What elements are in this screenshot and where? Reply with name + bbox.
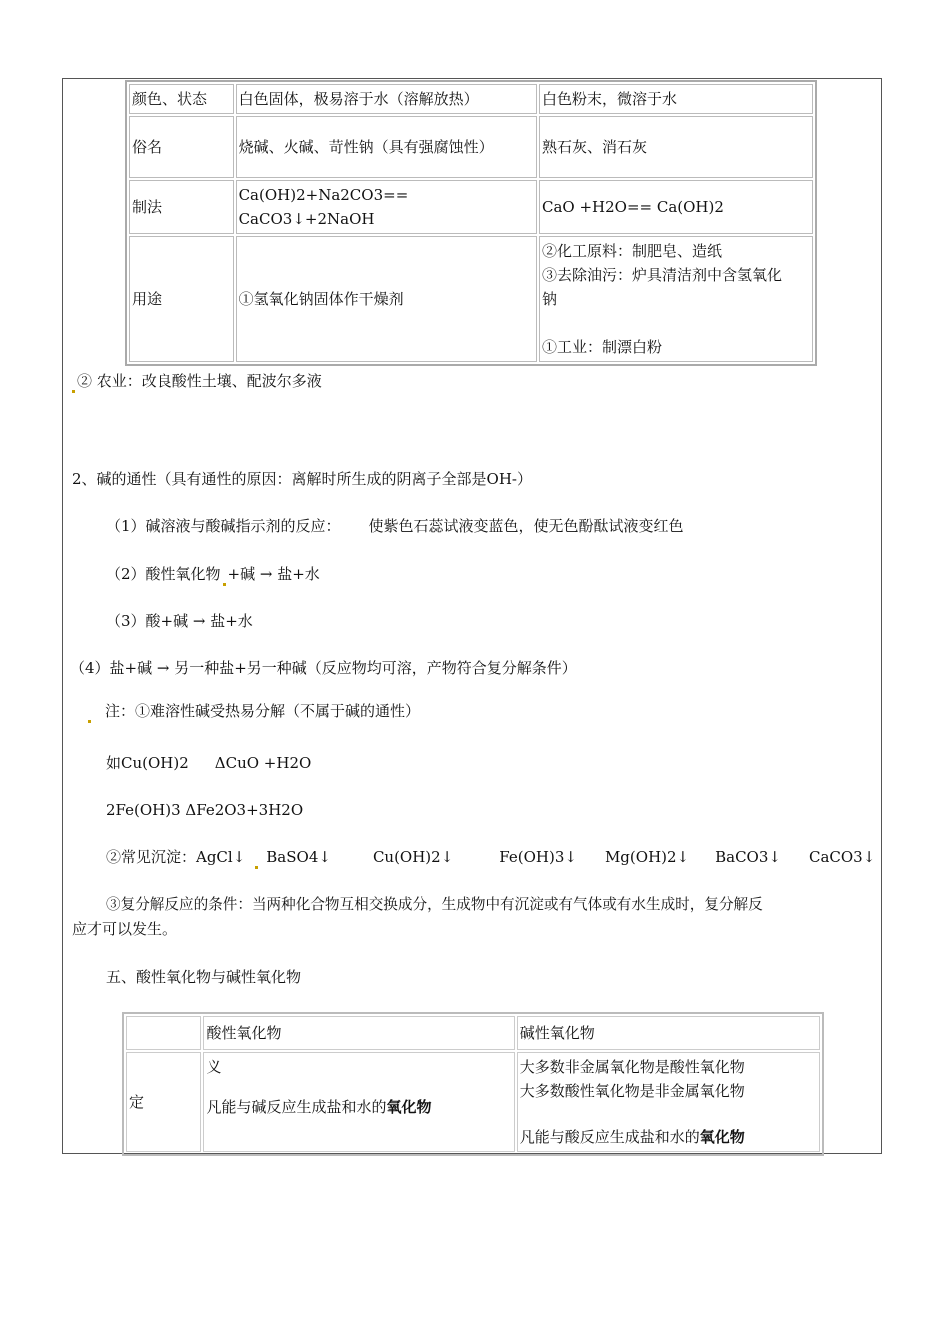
precipitate: CaCO3↓: [808, 848, 876, 866]
use-line: 钠: [541, 290, 557, 308]
acid-oxide-header: 酸性氧化物: [203, 1016, 514, 1050]
section-2-heading: 2、碱的通性（具有通性的原因：离解时所生成的阴离子全部是OH-）: [72, 470, 532, 488]
item-3: （3）酸+碱 → 盐+水: [106, 612, 253, 630]
base-oxide-definition: 大多数非金属氧化物是酸性氧化物 大多数酸性氧化物是非金属氧化物 凡能与酸反应生成盐和水的氧化物: [517, 1052, 820, 1152]
marker-dot: [255, 866, 258, 869]
item-2: （2）酸性氧化物 +碱 → 盐+水: [106, 562, 320, 586]
table-row: [126, 1016, 820, 1050]
precipitate: BaSO4↓: [266, 848, 331, 866]
note-line: 注：①难溶性碱受热易分解（不属于碱的通性）: [86, 699, 420, 723]
caoh-cell: 熟石灰、消石灰: [539, 116, 813, 178]
table-row: [129, 84, 813, 114]
base-oxide-header: 碱性氧化物: [517, 1016, 820, 1050]
caoh-cell: 白色粉末，微溶于水: [539, 84, 813, 114]
naoh-cell: Ca(OH)2+Na2CO3== CaCO3↓+2NaOH: [236, 180, 537, 234]
table-row: [129, 180, 813, 234]
precipitates-line: ②常见沉淀：AgCl↓ BaSO4↓ Cu(OH)2↓ Fe(OH)3↓ Mg(OH)2↓ BaCO3↓ CaCO3↓: [106, 845, 875, 869]
use-line: [542, 311, 810, 335]
precipitate: BaCO3↓: [715, 848, 781, 866]
condition-line-2: 应才可以发生。: [72, 920, 178, 938]
table-row: [129, 116, 813, 178]
caoh-cell: [539, 236, 813, 362]
use-line: ②化工原料：制肥皂、造纸: [541, 242, 722, 260]
naoh-cell: 烧碱、火碱、苛性钠（具有强腐蚀性）: [236, 116, 537, 178]
condition-line-1: ③复分解反应的条件：当两种化合物互相交换成分，生成物中有沉淀或有气体或有水生成时，复分解反: [106, 896, 763, 913]
use-line: ③去除油污：炉具清洁剂中含氢氧化: [541, 266, 782, 284]
marker-dot: [223, 583, 226, 586]
row-label: 定: [126, 1052, 201, 1152]
item-4: （4）盐+碱 → 另一种盐+另一种碱（反应物均可溶，产物符合复分解条件）: [70, 659, 577, 677]
row-label: 制法: [129, 180, 234, 234]
precipitate: Cu(OH)2↓: [372, 848, 454, 866]
row-label: 俗名: [129, 116, 234, 178]
example-1: 如Cu(OH)2 ΔCuO +H2O: [106, 754, 312, 772]
caoh-cell: CaO +H2O== Ca(OH)2: [539, 180, 813, 234]
example-2: 2Fe(OH)3 ΔFe2O3+3H2O: [106, 801, 304, 819]
section-5-heading: 五、酸性氧化物与碱性氧化物: [106, 968, 302, 986]
marker-dot: [72, 390, 75, 393]
agri-line: ② 农业：改良酸性土壤、配波尔多液: [70, 369, 322, 393]
naoh-cell: 白色固体，极易溶于水（溶解放热）: [236, 84, 537, 114]
precipitate: Mg(OH)2↓: [604, 848, 690, 866]
table-row: [129, 236, 813, 362]
item-1: （1）碱溶液与酸碱指示剂的反应： 使紫色石蕊试液变蓝色，使无色酚酞试液变红色: [106, 517, 684, 535]
oxide-table: [122, 1012, 824, 1156]
row-label: 颜色、状态: [129, 84, 234, 114]
empty-header-cell: [126, 1016, 201, 1050]
acid-oxide-definition: 义 凡能与碱反应生成盐和水的氧化物: [203, 1052, 514, 1152]
row-label: 用途: [129, 236, 234, 362]
table-row: [126, 1052, 820, 1152]
use-line: ①工业：制漂白粉: [541, 338, 662, 356]
base-properties-table: [125, 80, 817, 366]
precipitate: Fe(OH)3↓: [499, 848, 577, 866]
marker-dot: [88, 720, 91, 723]
naoh-cell: ①氢氧化钠固体作干燥剂: [236, 236, 537, 362]
